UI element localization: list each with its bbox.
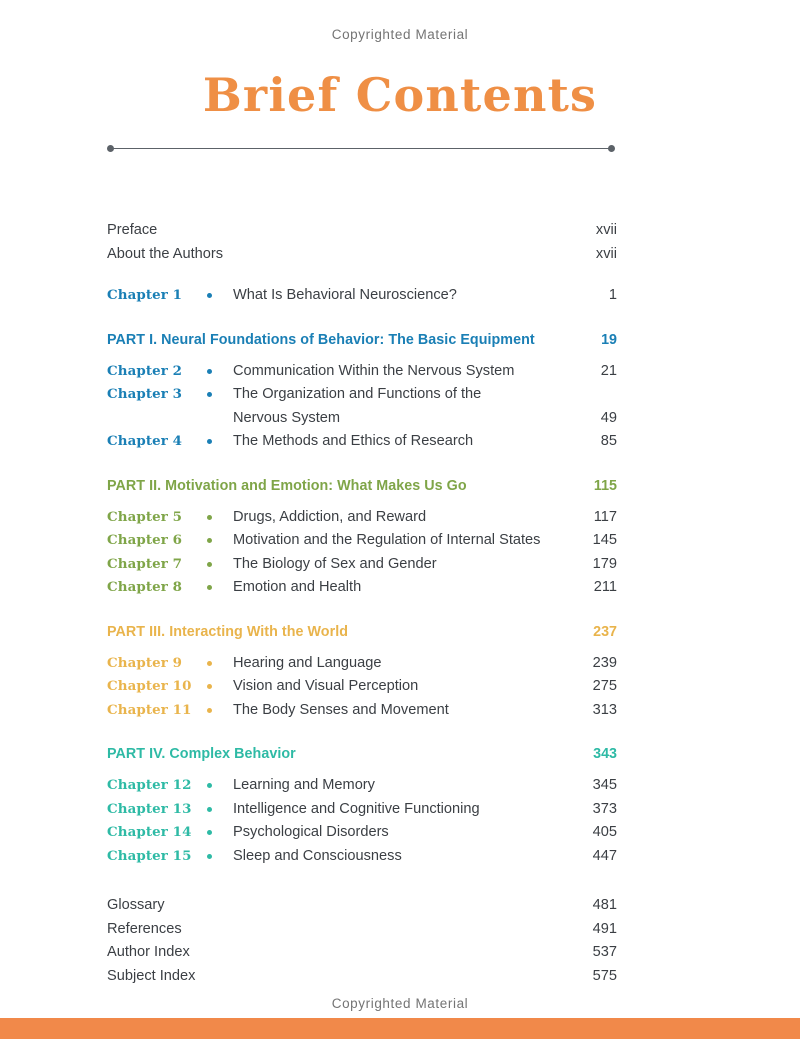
bullet-dot-icon: [207, 807, 212, 812]
spacer: [107, 454, 617, 476]
chapter-number-label: Chapter 3: [107, 386, 183, 402]
bullet-dot-icon: [207, 585, 212, 590]
chapter-page-number: 239: [592, 654, 617, 671]
entry-label: Glossary: [107, 897, 165, 913]
chapter-page-number: 313: [592, 701, 617, 718]
spacer: [107, 350, 617, 360]
frontmatter-row[interactable]: [107, 219, 617, 243]
bullet-dot-icon: [207, 661, 212, 666]
chapter-bullet-icon: [207, 360, 233, 384]
spacer: [107, 722, 617, 744]
entry-label: Subject Index: [107, 967, 196, 984]
chapter-bullet-icon: [207, 430, 233, 454]
spacer: [107, 764, 617, 774]
chapter-bullet-icon: [207, 652, 233, 676]
bullet-dot-icon: [207, 708, 212, 713]
chapter-number-label: Chapter 6: [107, 532, 183, 548]
chapter-title: What Is Behavioral Neuroscience?: [233, 287, 457, 303]
part-heading-label: PART III. Interacting With the World: [107, 623, 349, 640]
chapter-bullet-icon: [207, 774, 233, 798]
spacer: [107, 642, 617, 652]
chapter-row[interactable]: [107, 699, 617, 723]
bullet-dot-icon: [207, 684, 212, 689]
chapter-title: Psychological Disorders: [233, 824, 389, 840]
title-divider: [107, 145, 615, 153]
chapter-page-number: 373: [592, 800, 617, 817]
chapter-bullet-icon: [207, 383, 233, 407]
chapter-bullet-icon: [207, 529, 233, 553]
backmatter-row[interactable]: [107, 894, 617, 918]
backmatter-row[interactable]: [107, 941, 617, 965]
bullet-dot-icon: [207, 562, 212, 567]
chapter-bullet-icon: [207, 576, 233, 600]
chapter-number-label: Chapter 13: [107, 800, 192, 817]
page-title: Brief Contents: [202, 68, 598, 122]
part-page-number: 19: [601, 331, 617, 348]
chapter-number-label: Chapter 1: [107, 287, 183, 303]
chapter-row[interactable]: [107, 652, 617, 676]
spacer: [107, 266, 617, 284]
frontmatter-row[interactable]: [107, 243, 617, 267]
copyright-watermark-bottom: Copyrighted Material: [331, 996, 469, 1011]
chapter-row[interactable]: [107, 774, 617, 798]
bullet-dot-icon: [207, 538, 212, 543]
chapter-row[interactable]: [107, 798, 617, 822]
chapter-row[interactable]: [107, 675, 617, 699]
entry-label: References: [107, 920, 182, 937]
bullet-dot-icon: [207, 439, 212, 444]
backmatter-row[interactable]: [107, 918, 617, 942]
bullet-dot-icon: [207, 293, 212, 298]
divider-dot-right: [608, 145, 615, 152]
divider-rule: [111, 148, 611, 149]
chapter-page-number: 447: [592, 847, 617, 864]
part-heading-row[interactable]: [107, 622, 617, 642]
chapter-page-number: 145: [592, 532, 617, 548]
bullet-dot-icon: [207, 830, 212, 835]
spacer: [107, 496, 617, 506]
chapter-title: Sleep and Consciousness: [233, 847, 402, 864]
chapter-title: Emotion and Health: [233, 579, 362, 595]
chapter-title: Drugs, Addiction, and Reward: [233, 508, 427, 525]
chapter-row[interactable]: [107, 553, 617, 577]
backmatter-row[interactable]: [107, 965, 617, 989]
chapter-title: The Biology of Sex and Gender: [233, 555, 437, 572]
chapter-title: Vision and Visual Perception: [233, 678, 419, 694]
entry-label: Author Index: [107, 944, 190, 960]
entry-page-number: xvii: [595, 222, 617, 238]
chapter-title: The Body Senses and Movement: [233, 701, 449, 718]
chapter-title: Motivation and the Regulation of Internal States: [233, 532, 541, 548]
chapter-page-number: 179: [592, 555, 617, 572]
chapter-row[interactable]: [107, 529, 617, 553]
chapter-page-number: 117: [593, 508, 617, 525]
chapter-number-label: Chapter 15: [107, 847, 192, 864]
chapter-number-label: Chapter 9: [107, 654, 183, 671]
chapter-number-label: Chapter 5: [107, 508, 183, 525]
chapter-row[interactable]: [107, 360, 617, 384]
part-heading-row[interactable]: [107, 330, 617, 350]
chapter-row[interactable]: [107, 821, 617, 845]
chapter-row[interactable]: [107, 845, 617, 869]
chapter-number-label: Chapter 14: [107, 824, 192, 840]
chapter-page-number: 1: [608, 287, 617, 303]
chapter-page-number: 275: [592, 678, 617, 694]
entry-page-number: 481: [592, 897, 617, 913]
bullet-dot-icon: [207, 783, 212, 788]
chapter-row[interactable]: [107, 430, 617, 454]
chapter-title: The Methods and Ethics of Research: [233, 433, 474, 449]
part-page-number: 115: [593, 477, 617, 494]
chapter-number-label: Chapter 7: [107, 555, 183, 572]
chapter-row[interactable]: [107, 284, 617, 308]
part-heading-label: PART II. Motivation and Emotion: What Makes Us Go: [107, 477, 467, 494]
part-heading-row[interactable]: [107, 476, 617, 496]
chapter-number-label: Chapter 10: [107, 678, 192, 694]
chapter-page-number: 211: [593, 579, 617, 595]
chapter-row[interactable]: [107, 576, 617, 600]
table-of-contents: [107, 219, 617, 988]
chapter-title: The Organization and Functions of the Nervous System: [233, 386, 482, 426]
chapter-bullet-icon: [207, 553, 233, 577]
copyright-watermark-top: Copyrighted Material: [331, 27, 469, 42]
chapter-row[interactable]: [107, 506, 617, 530]
chapter-bullet-icon: [207, 284, 233, 308]
chapter-number-label: Chapter 2: [107, 362, 183, 379]
part-heading-row[interactable]: [107, 744, 617, 764]
spacer: [107, 308, 617, 330]
chapter-bullet-icon: [207, 821, 233, 845]
chapter-page-number: 21: [600, 362, 617, 379]
part-heading-label: PART I. Neural Foundations of Behavior: The Basic Equipment: [107, 331, 535, 348]
chapter-bullet-icon: [207, 845, 233, 869]
chapter-number-label: Chapter 12: [107, 777, 192, 793]
chapter-page-number: 85: [600, 433, 617, 449]
chapter-row[interactable]: [107, 383, 617, 430]
entry-page-number: 575: [592, 967, 617, 984]
entry-label: Preface: [107, 222, 158, 238]
chapter-page-number: 345: [592, 777, 617, 793]
chapter-number-label: Chapter 4: [107, 433, 183, 449]
chapter-bullet-icon: [207, 798, 233, 822]
bottom-color-band: [0, 1018, 800, 1039]
entry-page-number: 537: [592, 944, 617, 960]
spacer: [107, 868, 617, 894]
chapter-bullet-icon: [207, 675, 233, 699]
chapter-title: Learning and Memory: [233, 777, 375, 793]
chapter-title: Communication Within the Nervous System: [233, 362, 515, 379]
entry-page-number: 491: [592, 920, 617, 937]
chapter-bullet-icon: [207, 699, 233, 723]
chapter-page-number: 405: [592, 824, 617, 840]
entry-page-number: xvii: [595, 245, 617, 262]
chapter-number-label: Chapter 11: [107, 701, 192, 718]
bullet-dot-icon: [207, 854, 212, 859]
chapter-page-number: 49: [600, 409, 617, 426]
bullet-dot-icon: [207, 392, 212, 397]
bullet-dot-icon: [207, 515, 212, 520]
part-page-number: 343: [593, 746, 617, 762]
bullet-dot-icon: [207, 369, 212, 374]
part-page-number: 237: [593, 623, 617, 640]
part-heading-label: PART IV. Complex Behavior: [107, 746, 296, 762]
chapter-number-label: Chapter 8: [107, 579, 183, 595]
chapter-title: Intelligence and Cognitive Functioning: [233, 800, 480, 817]
entry-label: About the Authors: [107, 245, 224, 262]
spacer: [107, 600, 617, 622]
chapter-title: Hearing and Language: [233, 654, 382, 671]
chapter-bullet-icon: [207, 506, 233, 530]
